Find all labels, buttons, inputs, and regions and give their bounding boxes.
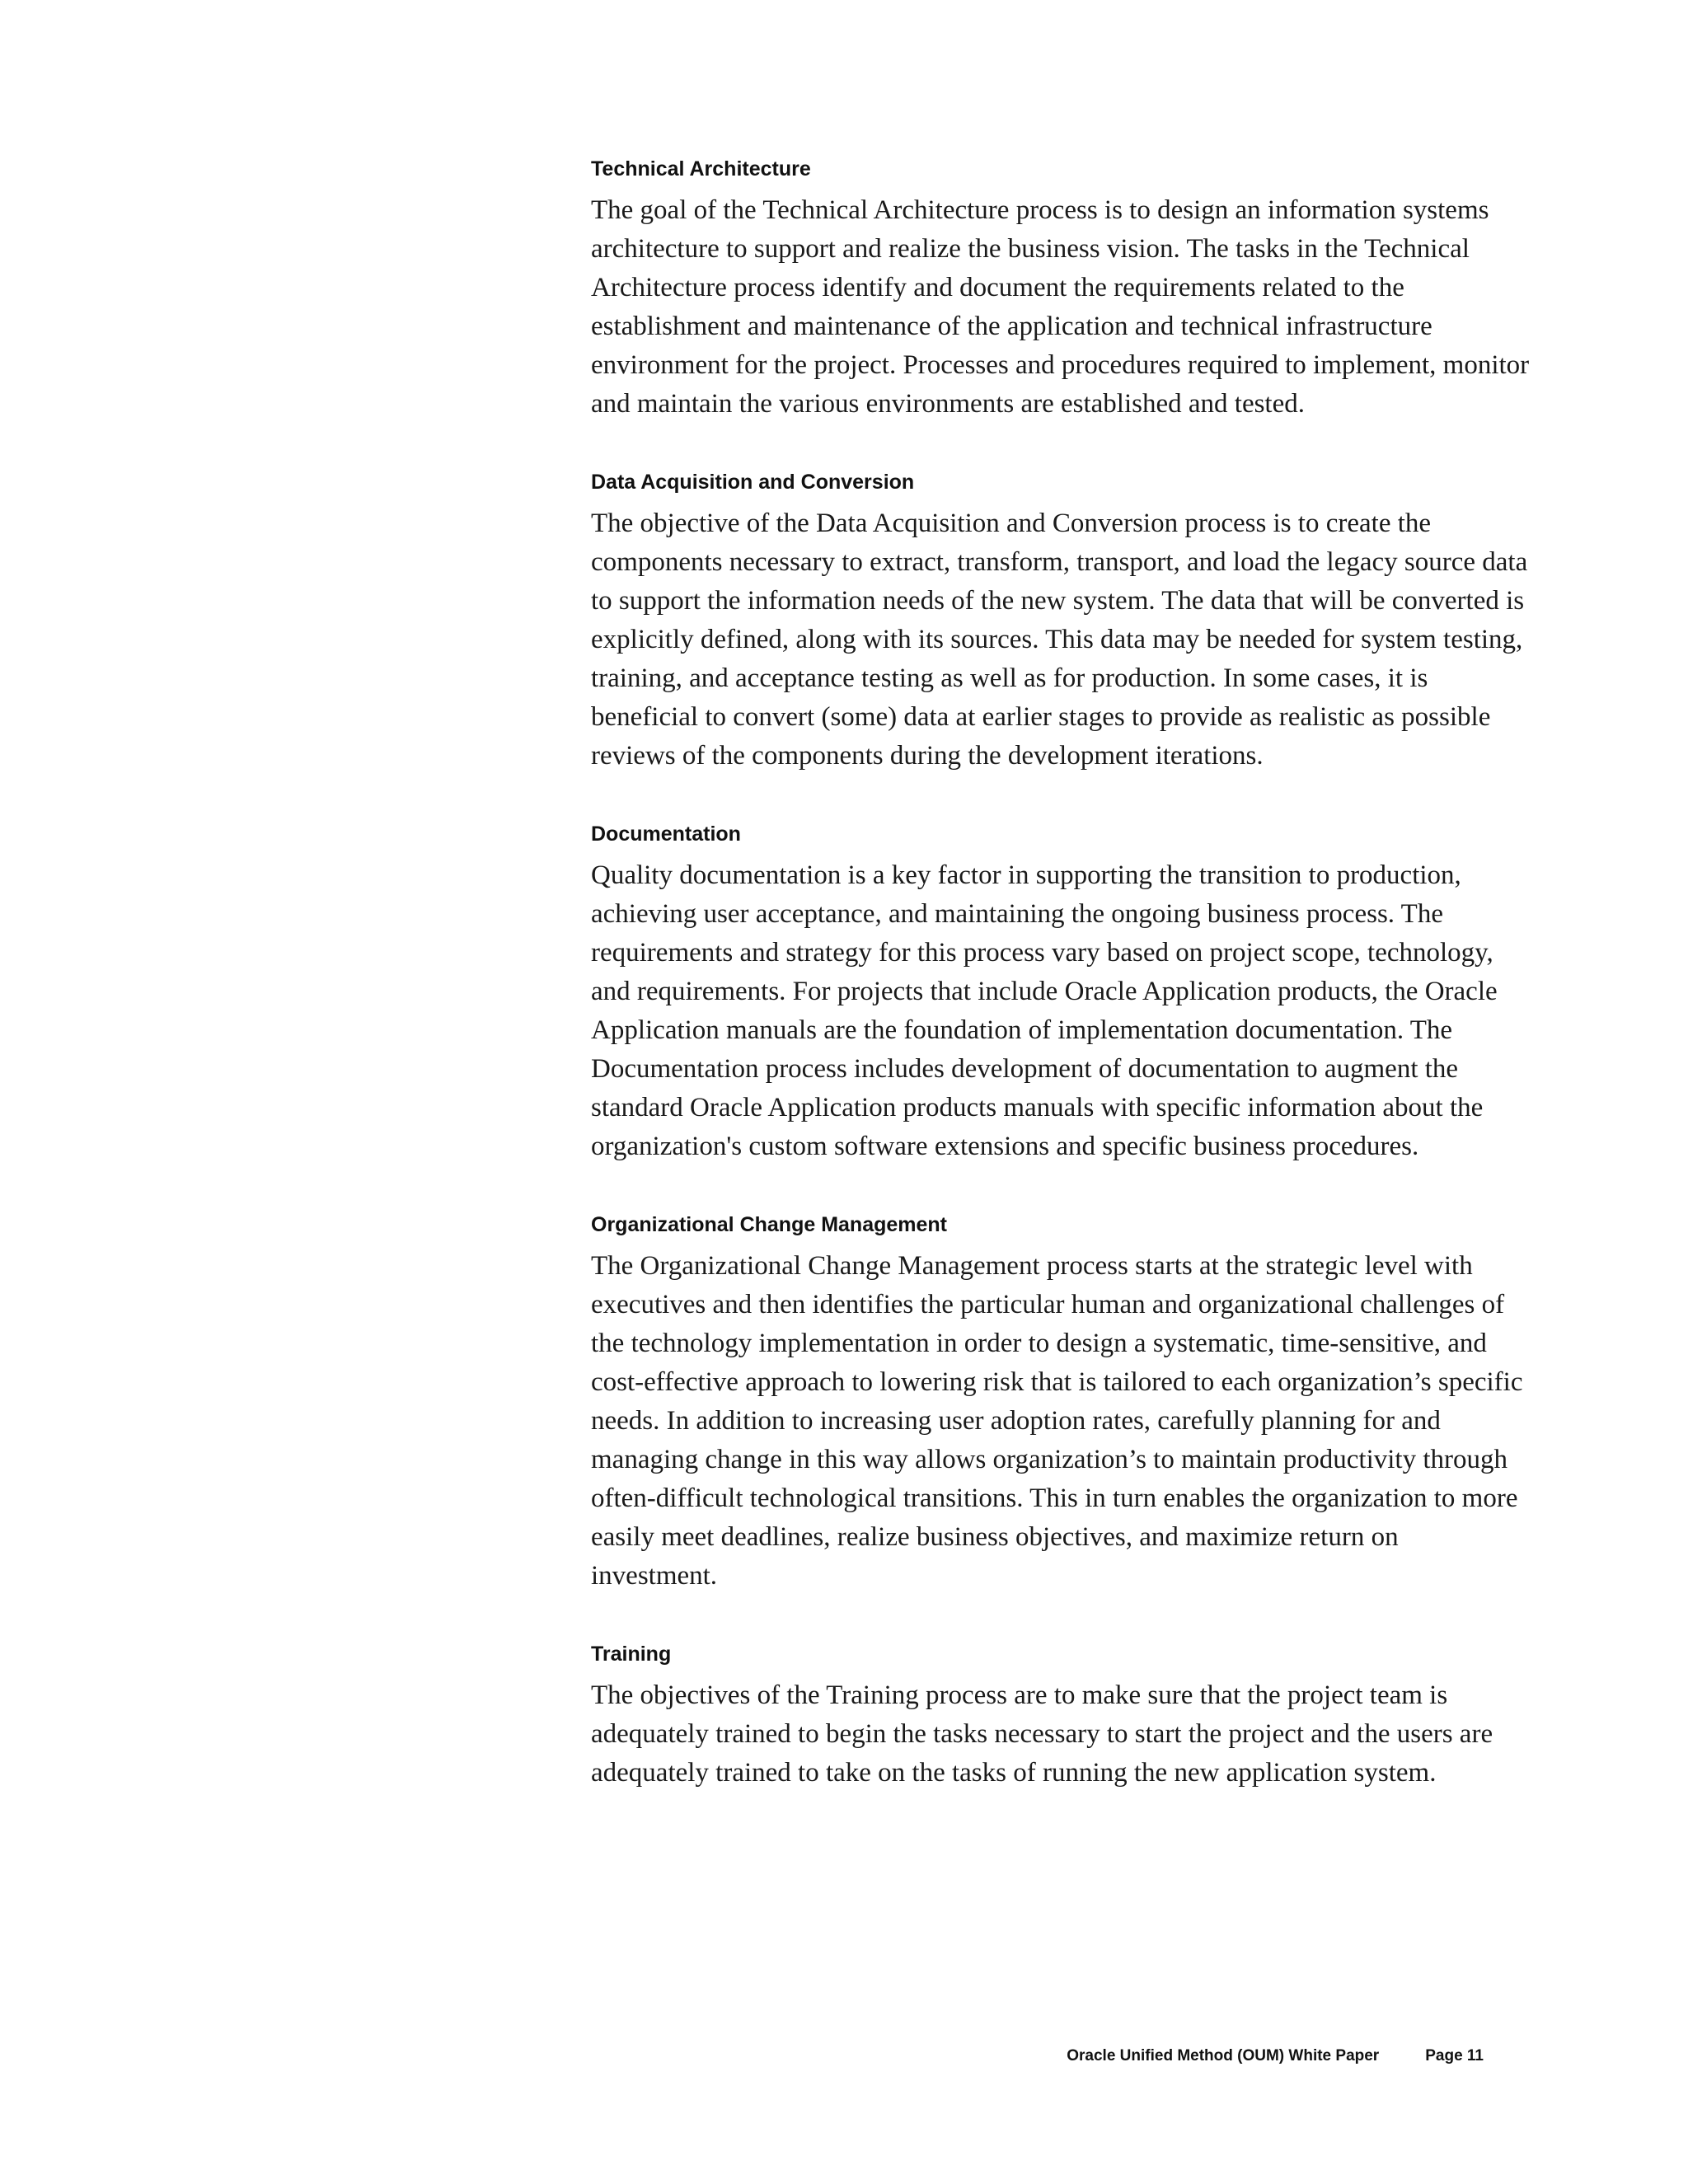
section-body: The Organizational Change Management process starts at the strategic level with executives and then identifies the particular human and organizational challenges of the technology implementation in order to design a systematic, time-sensitive, and cost-effective approach to lowering risk that is tailored to each organization’s specific needs. In addition to increasing user adoption rates, carefully planning for and managing change in this way allows organization’s to maintain productivity through often-difficult technological transitions. This in turn enables the organization to more easily meet deadlines, realize business objectives, and maximize return on investment. bbox=[591, 1251, 1523, 1591]
section-documentation bbox=[591, 820, 1531, 1166]
footer-document-title: Oracle Unified Method (OUM) White Paper bbox=[1067, 2047, 1380, 2064]
section-heading: Organizational Change Management bbox=[591, 1213, 948, 1236]
section-training bbox=[591, 1640, 1531, 1793]
section-body: The objective of the Data Acquisition and Conversion process is to create the components necessary to extract, transform, transport, and load the legacy source data to support the information needs of the new system. The data that will be converted is explicitly defined, along with its sources. This data may be needed for system testing, training, and acceptance testing as well as for production. In some cases, it is beneficial to convert (some) data at earlier stages to provide as realistic as possible reviews of the components during the development iterations. bbox=[591, 509, 1528, 771]
section-heading: Data Acquisition and Conversion bbox=[591, 471, 915, 494]
section-heading: Documentation bbox=[591, 823, 741, 846]
section-heading: Technical Architecture bbox=[591, 157, 811, 180]
section-technical-architecture bbox=[591, 155, 1531, 424]
footer-page-number: Page 11 bbox=[1425, 2047, 1484, 2064]
page-footer bbox=[973, 2046, 1484, 2067]
section-organizational-change-management bbox=[591, 1211, 1531, 1596]
section-body: Quality documentation is a key factor in supporting the transition to production, achieving user acceptance, and maintaining the ongoing business process. The requirements and strategy for this process vary based on project scope, technology, and requirements. For projects that include Oracle Application products, the Oracle Application manuals are the foundation of implementation documentation. The Documentation process includes development of documentation to augment the standard Oracle Application products manuals with specific information about the organization's custom software extensions and specific business procedures. bbox=[591, 860, 1498, 1161]
section-body: The objectives of the Training process are to make sure that the project team is adequately trained to begin the tasks necessary to start the project and the users are adequately trained to take on the tasks of running the new application system. bbox=[591, 1680, 1493, 1788]
page-content bbox=[591, 155, 1531, 1837]
section-data-acquisition-and-conversion bbox=[591, 468, 1531, 776]
section-body: The goal of the Technical Architecture process is to design an information systems architecture to support and realize the business vision. The tasks in the Technical Architecture process identify and document the requirements related to the establishment and maintenance of the application and technical infrastructure environment for the project. Processes and procedures required to implement, monitor and maintain the various environments are established and tested. bbox=[591, 195, 1530, 419]
section-heading: Training bbox=[591, 1643, 672, 1666]
